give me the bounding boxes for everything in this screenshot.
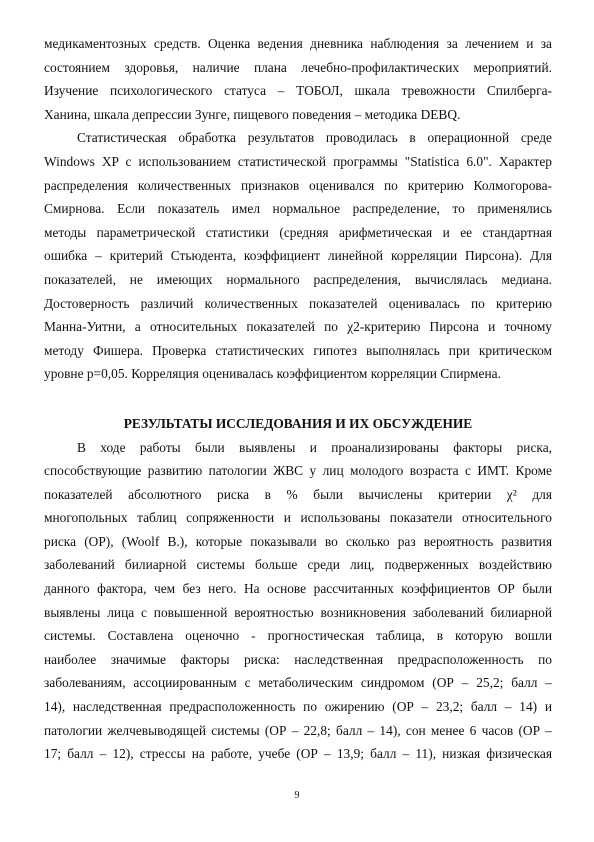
text-line: показателей абсолютного риска в % были вычислены критерии χ² для bbox=[44, 486, 552, 502]
text-line: 14), наследственная предрасположенность по ожирению (ОР – 23,2; балл – 14) и bbox=[44, 699, 552, 715]
text-line: многопольных таблиц сопряженности и использованы показатели относительного bbox=[44, 510, 552, 526]
section-spacer bbox=[44, 386, 552, 412]
text-line: риска (ОР), (Woolf B.), которые показывали во сколько раз вероятность развития bbox=[44, 533, 552, 549]
text-line: Смирнова. Если показатель имел нормальное распределение, то применялись bbox=[44, 201, 552, 217]
text-line: способствующие развитию патологии ЖВС у лиц молодого возраста с ИМТ. Кроме bbox=[44, 463, 552, 479]
text-line: методу Фишера. Проверка статистических гипотез выполнялась при критическом bbox=[44, 342, 552, 358]
text-line: уровне р=0,05. Корреляция оценивалась коэффициентом корреляции Спирмена. bbox=[44, 366, 501, 382]
text-line: распределения количественных признаков оценивался по критерию Колмогорова- bbox=[44, 177, 552, 193]
text-line: выявлены лица с повышенной вероятностью возникновения заболеваний билиарной bbox=[44, 604, 552, 620]
text-line: Windows XP с использованием статистической программы "Statistica 6.0". Характер bbox=[44, 153, 552, 169]
text-line: медикаментозных средств. Оценка ведения дневника наблюдения за лечением и за bbox=[44, 36, 552, 51]
text-line: заболеваний билиарной системы больше среди лиц, подверженных воздействию bbox=[44, 557, 552, 573]
section-heading: РЕЗУЛЬТАТЫ ИССЛЕДОВАНИЯ И ИХ ОБСУЖДЕНИЕ bbox=[123, 415, 473, 431]
document-page bbox=[44, 32, 552, 766]
page-number: 9 bbox=[294, 790, 300, 801]
text-line: методы параметрической статистики (средняя арифметическая и ее стандартная bbox=[44, 224, 552, 240]
paragraph-statistics bbox=[44, 126, 552, 386]
paragraph-methods bbox=[44, 32, 552, 126]
text-line: 17; балл – 12), стрессы на работе, учебе (ОР – 13,9; балл – 11), низкая физическая bbox=[44, 746, 552, 762]
text-line: ошибка – критерий Стьюдента, коэффициент линейной корреляции Пирсона). Для bbox=[44, 248, 552, 264]
text-line: состоянием здоровья, наличие плана лечебно-профилактических мероприятий. bbox=[44, 59, 552, 75]
text-line: данного фактора, чем без него. На основе рассчитанных коэффициентов ОР были bbox=[44, 581, 552, 597]
text-line: В ходе работы были выявлены и проанализированы факторы риска, bbox=[77, 439, 552, 455]
text-line: Статистическая обработка результатов проводилась в операционной среде bbox=[77, 130, 552, 146]
text-line: Изучение психологического статуса – ТОБОЛ, шкала тревожности Спилберга- bbox=[44, 83, 552, 99]
text-line: Манна-Уитни, а относительных показателей по χ2-критерию Пирсона и точному bbox=[44, 319, 552, 335]
text-line: показателей, не имеющих нормального распределения, вычислялась медиана. bbox=[44, 271, 552, 287]
text-line: Ханина, шкала депрессии Зунге, пищевого поведения – методика DEBQ. bbox=[44, 106, 461, 122]
text-line: наиболее значимые факторы риска: наследственная предрасположенность по bbox=[44, 651, 552, 667]
text-line: системы. Составлена оценочно - прогностическая таблица, в которую вошли bbox=[44, 628, 552, 644]
text-line: Достоверность различий количественных показателей оценивалась по критерию bbox=[44, 295, 552, 311]
text-line: патологии желчевыводящей системы (ОР – 22,8; балл – 14), сон менее 6 часов (ОР – bbox=[44, 722, 552, 738]
paragraph-results bbox=[44, 436, 552, 766]
text-line: заболеваниям, ассоциированным с метаболическим синдромом (ОР – 25,2; балл – bbox=[44, 675, 552, 691]
